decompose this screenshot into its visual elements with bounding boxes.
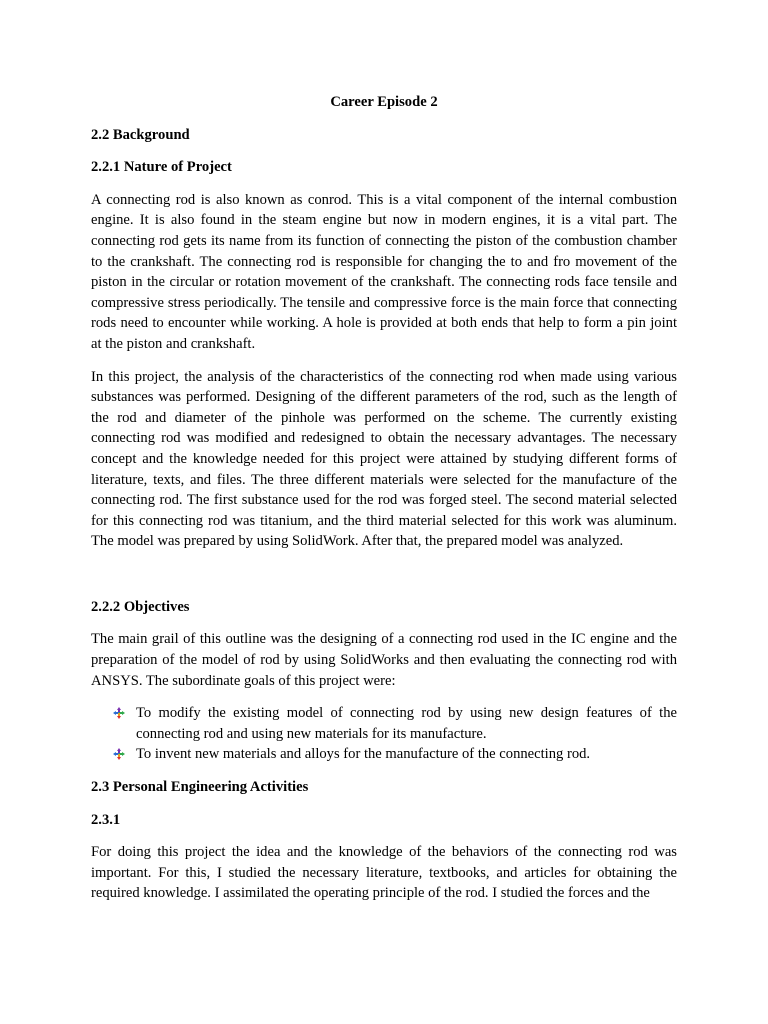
heading-personal-engineering-activities: 2.3 Personal Engineering Activities [91, 779, 309, 796]
blank-space [91, 564, 677, 597]
four-arrows-bullet-icon [113, 748, 125, 760]
goal-text-1: To modify the existing model of connecting rod by using new design features of the connecting rod and using new materials for its manufacture. [136, 705, 677, 742]
list-item [136, 744, 677, 765]
heading-2-3-1: 2.3.1 [91, 811, 121, 828]
four-arrows-bullet-icon [113, 707, 125, 719]
nature-paragraph-1: A connecting rod is also known as conrod. This is a vital component of the internal combustion engine. It is also found in the steam engine but now in modern engines, it is a vital part. The connecting rod gets its name from its function of connecting the piston of the combustion chamber to the crankshaft. The connecting rod is responsible for changing the to and fro movement of the piston in the circular or rotation movement of the crankshaft. The connecting rods face tensile and compressive stress periodically. The tensile and compressive force is the main force that connecting rods need to encounter while working. A hole is provided at both ends that help to form a pin joint at the piston and crankshaft. [91, 191, 677, 352]
document-title: Career Episode 2 [330, 94, 438, 110]
goal-text-2: To invent new materials and alloys for the manufacture of the connecting rod. [136, 746, 591, 763]
document-page [91, 92, 677, 916]
heading-background: 2.2 Background [91, 126, 190, 143]
nature-paragraph-2: In this project, the analysis of the characteristics of the connecting rod when made using various substances was performed. Designing of the different parameters of the rod, such as the length of the rod and diameter of the pinhole was performed on the scheme. The currently existing connecting rod was modified and redesigned to obtain the necessary advantages. The necessary concept and the knowledge needed for this project were attained by studying different forms of literature, texts, and files. The three different materials were selected for the manufacture of the connecting rod. The first substance used for the rod was forged steel. The second material selected for this connecting rod was titanium, and the third material selected for this work was aluminum. The model was prepared by using SolidWork. After that, the prepared model was analyzed. [91, 368, 677, 550]
activities-paragraph: For doing this project the idea and the knowledge of the behaviors of the connecting rod was important. For this, I studied the necessary literature, textbooks, and articles for obtaining the required knowledge. I assimilated the operating principle of the rod. I studied the forces and the [91, 844, 677, 902]
goals-list [91, 703, 677, 765]
list-item [136, 703, 677, 744]
heading-objectives: 2.2.2 Objectives [91, 598, 190, 615]
heading-nature-of-project: 2.2.1 Nature of Project [91, 159, 232, 176]
objectives-paragraph: The main grail of this outline was the designing of a connecting rod used in the IC engine and the preparation of the model of rod by using SolidWorks and then evaluating the connecting rod with ANSYS. The subordinate goals of this project were: [91, 631, 677, 689]
